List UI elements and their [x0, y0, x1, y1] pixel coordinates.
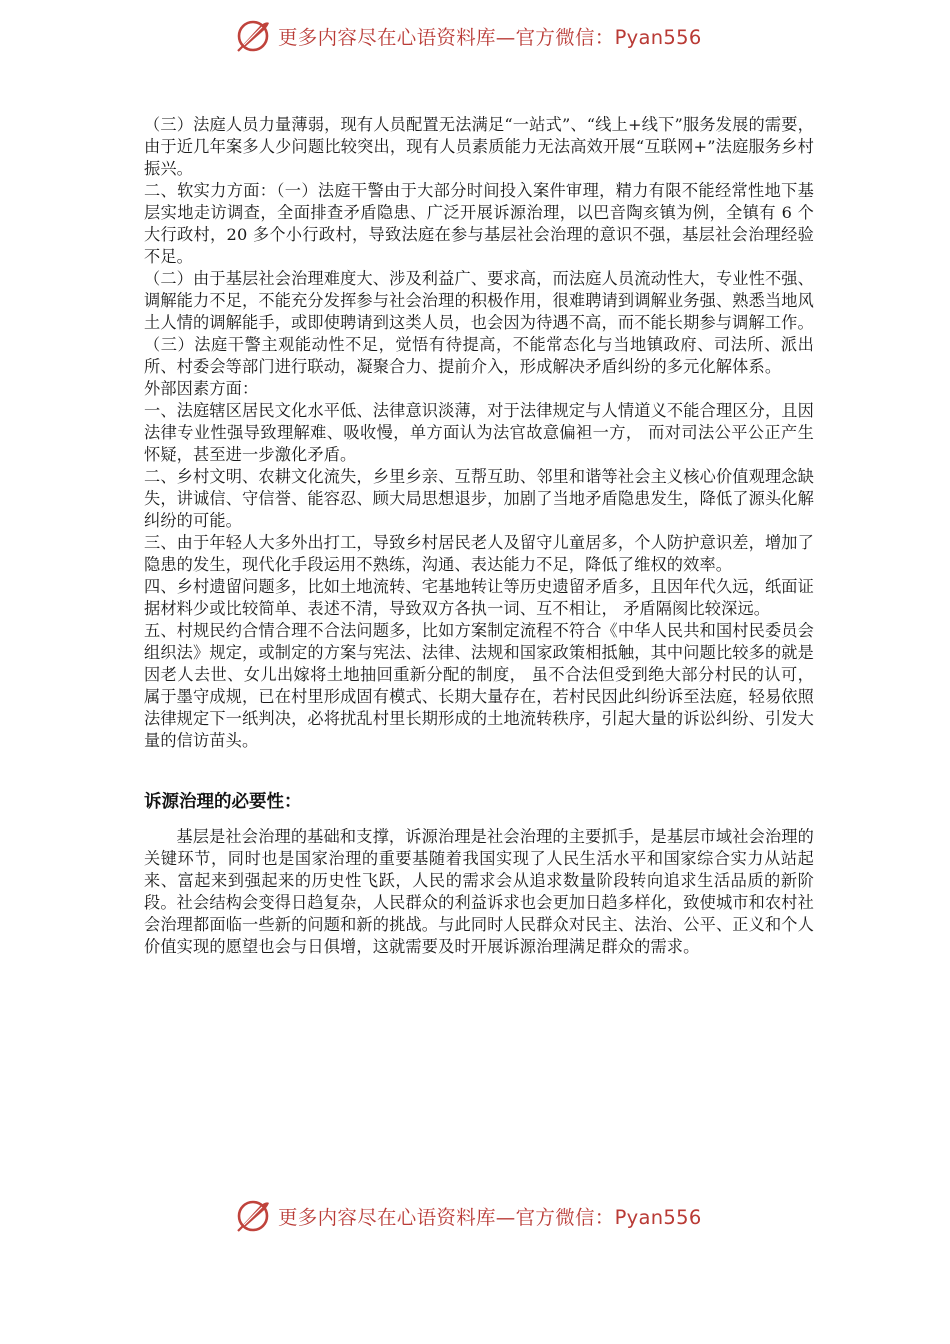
paragraph: 五、村规民约合情合理不合法问题多，比如方案制定流程不符合《中华人民共和国村民委员会组织法》规定，或制定的方案与宪法、法律、法规和国家政策相抵触，其中问题比较多的就是因老人去世、女儿出嫁将土地抽回重新分配的制度， 虽不合法但受到绝大部分村民的认可，属于墨守成规，已在村里形成固有模式、长期大量存在，若村民因此纠纷诉至法庭，轻易依照法律规定下一纸判决，必将扰乱村里长期形成的土地流转秩序，引起大量的诉讼纠纷、引发大量的信访苗头。 — [144, 621, 814, 750]
quill-pen-logo-icon — [236, 1198, 272, 1234]
paragraph: 一、法庭辖区居民文化水平低、法律意识淡薄，对于法律规定与人情道义不能合理区分，且因法律专业性强导致理解难、吸收慢，单方面认为法官故意偏袒一方， 而对司法公平公正产生怀疑，甚至进一步激化矛盾。 — [144, 401, 814, 464]
paragraph: 外部因素方面： — [144, 379, 259, 398]
paragraph: 四、乡村遗留问题多，比如土地流转、宅基地转让等历史遗留矛盾多，且因年代久远，纸面证据材料少或比较简单、表述不清，导致双方各执一词、互不相让， 矛盾隔阂比较深远。 — [144, 577, 814, 618]
header-banner — [236, 16, 702, 56]
section-heading: 诉源治理的必要性： — [144, 792, 302, 812]
paragraph: 三、由于年轻人大多外出打工，导致乡村居民老人及留守儿童居多，个人防护意识差，增加了隐患的发生，现代化手段运用不熟练，沟通、表达能力不足，降低了维权的效率。 — [144, 533, 814, 574]
quill-pen-logo-icon — [236, 18, 272, 54]
paragraph: 二、软实力方面：（一）法庭干警由于大部分时间投入案件审理，精力有限不能经常性地下基层实地走访调查，全面排查矛盾隐患、广泛开展诉源治理，以巴音陶亥镇为例，全镇有 6 个大行政村，20 多个小行政村，导致法庭在参与基层社会治理的意识不强，基层社会治理经验不足。 — [144, 181, 814, 266]
banner-text: 更多内容尽在心语资料库—官方微信：Pyan556 — [278, 1206, 702, 1229]
document-body — [144, 114, 814, 958]
section-paragraph: 基层是社会治理的基础和支撑，诉源治理是社会治理的主要抓手，是基层市域社会治理的关键环节，同时也是国家治理的重要基随着我国实现了人民生活水平和国家综合实力从站起来、富起来到强起来的历史性飞跃，人民的需求会从追求数量阶段转向追求生活品质的新阶段。社会结构会变得日趋复杂，人民群众的利益诉求也会更加日趋多样化，致使城市和农村社会治理都面临一些新的问题和新的挑战。与此同时人民群众对民主、法治、公平、正义和个人价值实现的愿望也会与日俱增，这就需要及时开展诉源治理满足群众的需求。 — [144, 827, 814, 956]
banner-text: 更多内容尽在心语资料库—官方微信：Pyan556 — [278, 26, 702, 49]
paragraph: （二）由于基层社会治理难度大、涉及利益广、要求高，而法庭人员流动性大，专业性不强、调解能力不足，不能充分发挥参与社会治理的积极作用，很难聘请到调解业务强、熟悉当地风土人情的调解能手，或即使聘请到这类人员，也会因为待遇不高，而不能长期参与调解工作。 — [144, 269, 814, 332]
paragraph: （三）法庭人员力量薄弱，现有人员配置无法满足“一站式”、“线上+线下”服务发展的需要，由于近几年案多人少问题比较突出，现有人员素质能力无法高效开展“互联网+”法庭服务乡村振兴。 — [144, 115, 814, 178]
paragraph: （三）法庭干警主观能动性不足，觉悟有待提高，不能常态化与当地镇政府、司法所、派出所、村委会等部门进行联动，凝聚合力、提前介入，形成解决矛盾纠纷的多元化解体系。 — [144, 335, 814, 376]
paragraph: 二、乡村文明、农耕文化流失，乡里乡亲、互帮互助、邻里和谐等社会主义核心价值观理念缺失，讲诚信、守信誉、能容忍、顾大局思想退步，加剧了当地矛盾隐患发生，降低了源头化解纠纷的可能。 — [144, 467, 814, 530]
footer-banner — [236, 1196, 702, 1236]
